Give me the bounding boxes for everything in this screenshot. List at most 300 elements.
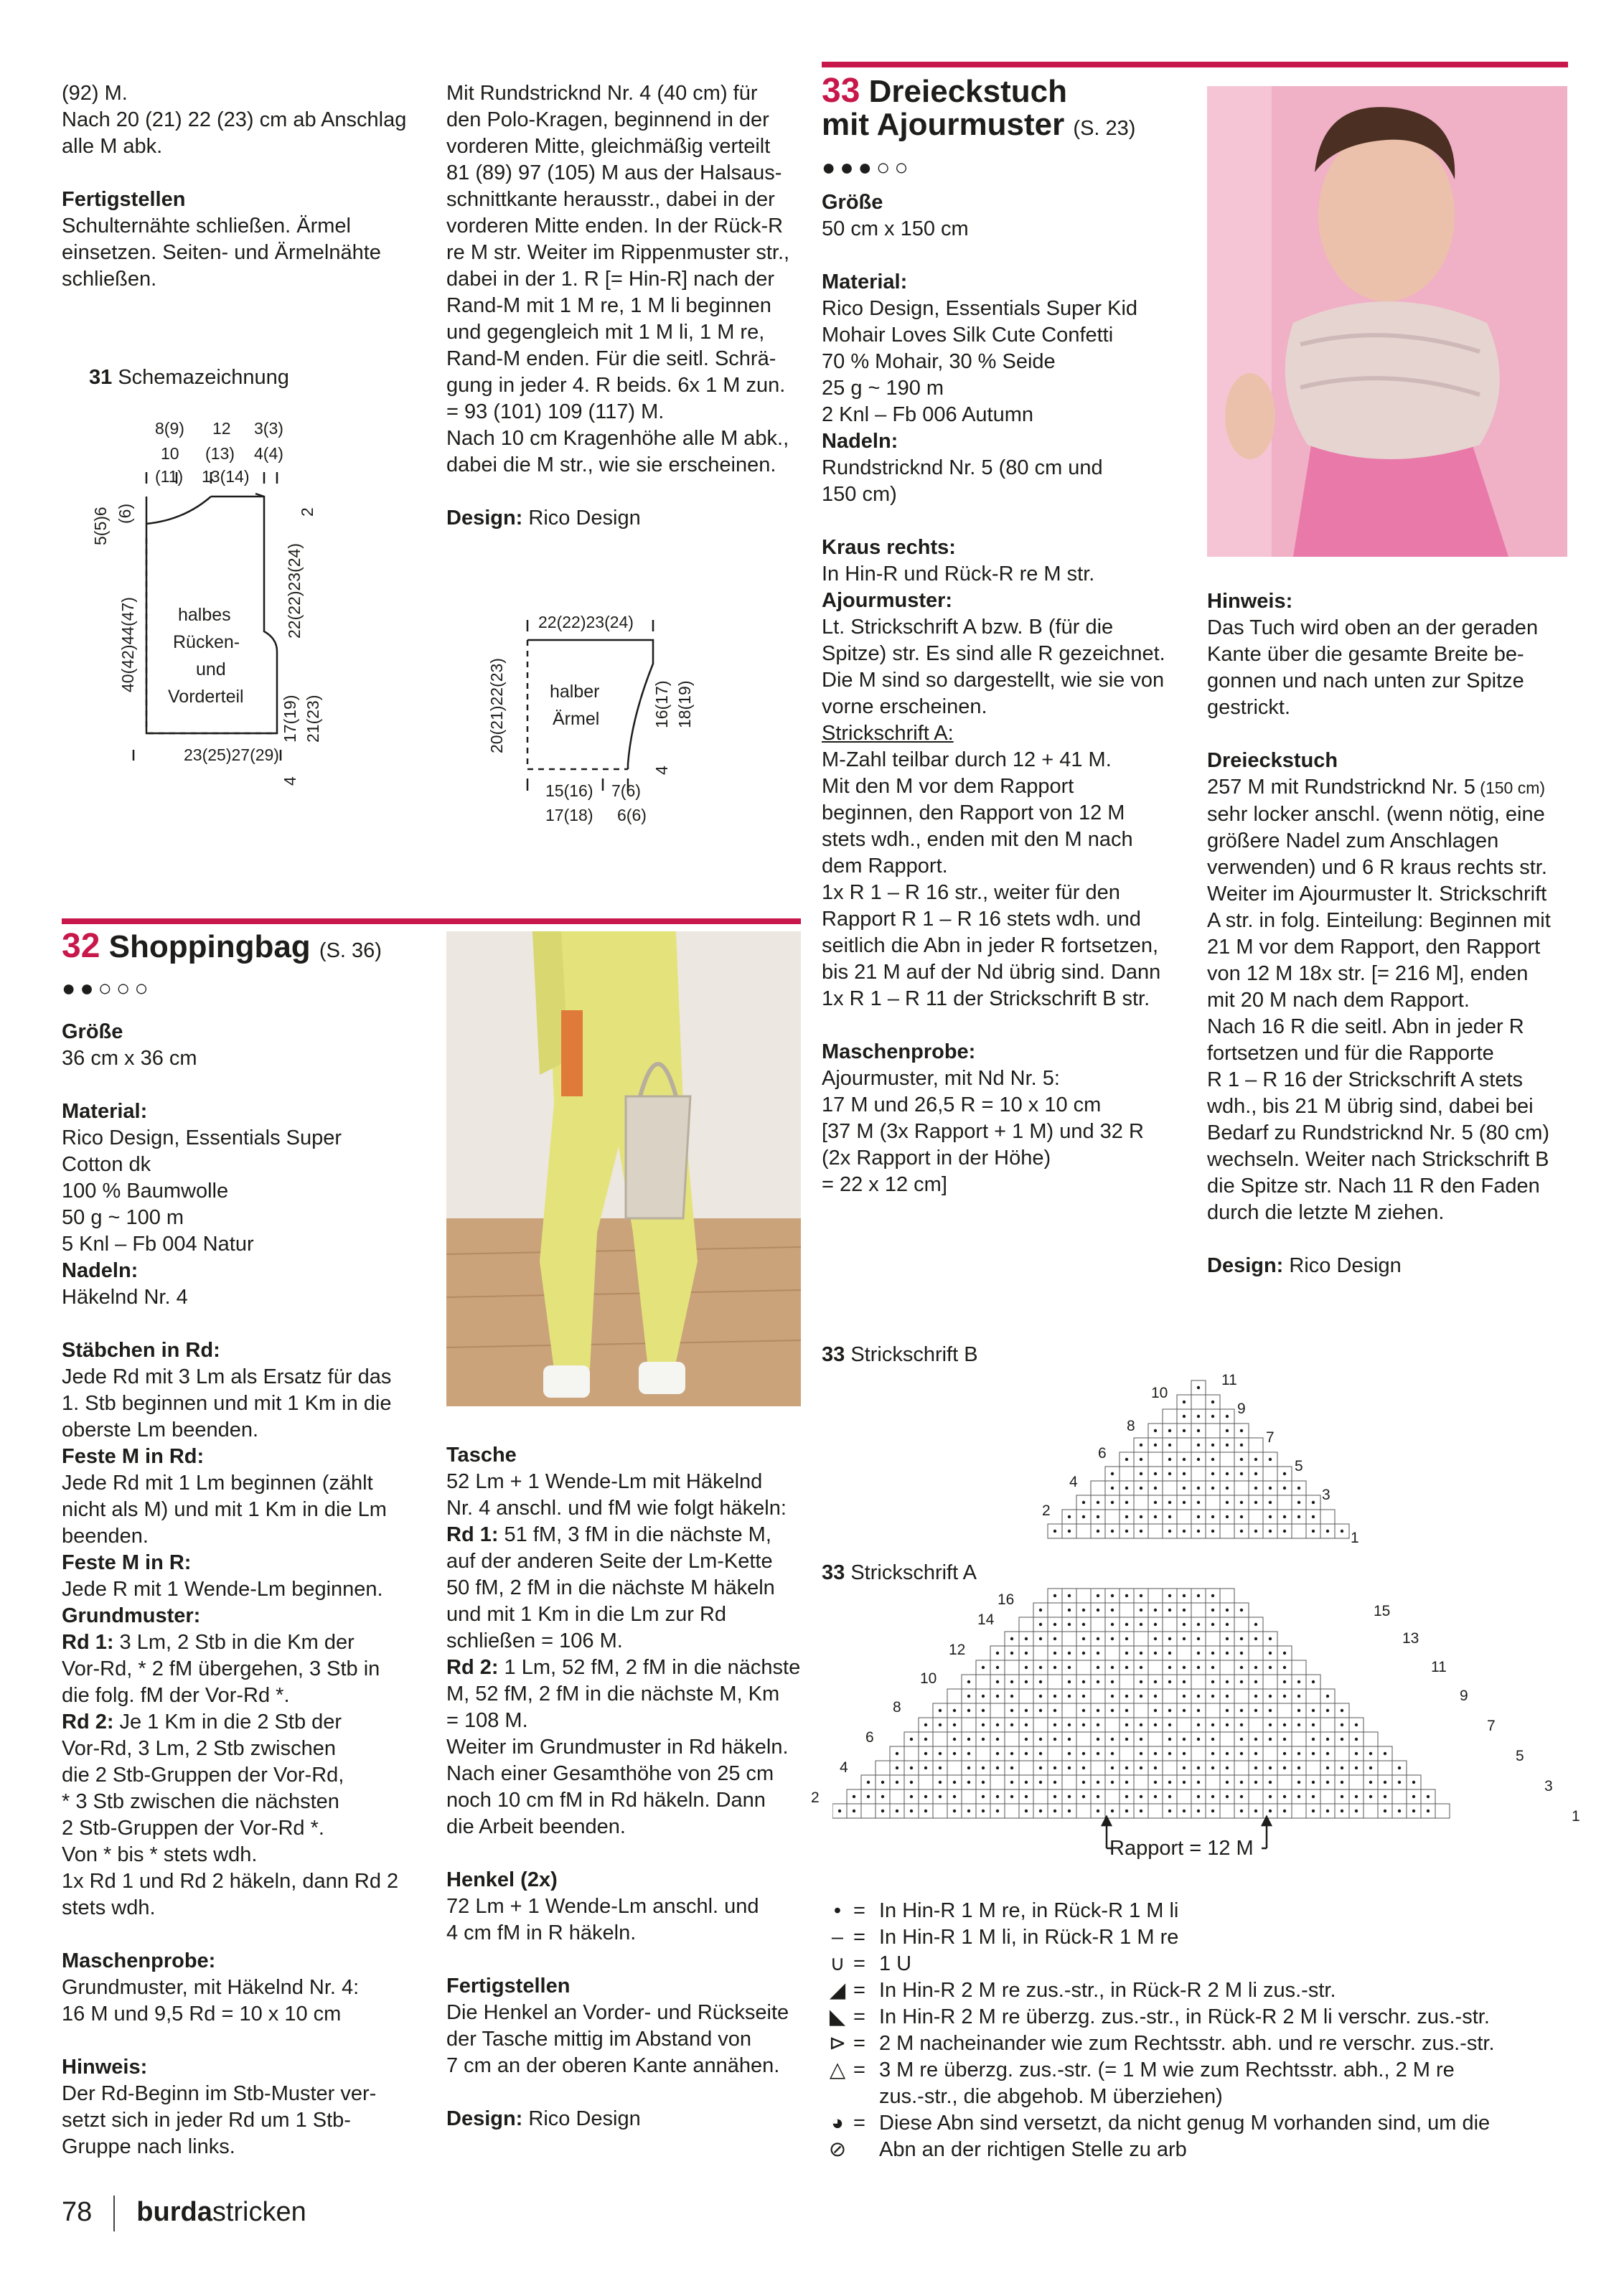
chart-stitch (1154, 1723, 1157, 1726)
chart-stitch (1125, 1810, 1128, 1812)
chart-stitch (1010, 1795, 1013, 1798)
chart-stitch (1068, 1530, 1071, 1533)
chart-stitch (1398, 1781, 1401, 1784)
legend-item: ∪ = 1 U (822, 1951, 1568, 1977)
chart-stitch (1097, 1515, 1099, 1518)
chart-stitch (1269, 1652, 1272, 1655)
chart-stitch (982, 1666, 985, 1669)
chart-cell (876, 1761, 890, 1775)
text-line: Die M sind so dargestellt, wie sie von (822, 669, 1165, 692)
piece-label: halber (550, 682, 600, 702)
chart-stitch (910, 1810, 913, 1812)
chart-stitch (896, 1781, 898, 1784)
chart-stitch (1140, 1472, 1142, 1475)
chart-stitch (1412, 1810, 1415, 1812)
row-label: 16 (998, 1591, 1015, 1608)
chart-stitch (1211, 1738, 1214, 1741)
chart-stitch (1039, 1666, 1042, 1669)
text-line: Nr. 4 anschl. und fM wie folgt häkeln: (446, 1497, 787, 1520)
chart-stitch (1226, 1501, 1229, 1504)
text-line: 2 Knl – Fb 006 Autumn (822, 403, 1034, 426)
row-label: 3 (1322, 1487, 1330, 1503)
text-line: Jede Rd mit 3 Lm als Ersatz für das (62, 1365, 392, 1388)
chart-stitch (867, 1795, 870, 1798)
chart-stitch (1254, 1530, 1257, 1533)
chart-cell (1005, 1660, 1019, 1675)
chart-cell (1306, 1761, 1320, 1775)
chart-stitch (1140, 1666, 1142, 1669)
row-label: 9 (1237, 1401, 1246, 1417)
chart-stitch (1211, 1444, 1214, 1446)
chart-stitch (1082, 1652, 1085, 1655)
chart-stitch (1097, 1810, 1099, 1812)
chart-stitch (1183, 1766, 1186, 1769)
chart-stitch (967, 1680, 970, 1683)
text-line: Rico Design, Essentials Super Kid (822, 297, 1138, 320)
chart-stitch (1283, 1738, 1286, 1741)
chart-stitch (1369, 1752, 1372, 1755)
chart-stitch (1025, 1795, 1028, 1798)
chart-stitch (1097, 1652, 1099, 1655)
heading: Feste M in Rd: (62, 1445, 205, 1468)
chart-cell (1005, 1732, 1019, 1746)
chart-stitch (1197, 1652, 1200, 1655)
chart-stitch (1111, 1472, 1114, 1475)
dim-label: 23(25)27(29) (184, 745, 279, 764)
chart-cell (1191, 1675, 1206, 1689)
dim-label: 4 (281, 776, 299, 786)
chart-stitch (1097, 1795, 1099, 1798)
chart-stitch (1125, 1530, 1128, 1533)
chart-stitch (1053, 1637, 1056, 1640)
chart-stitch (1025, 1637, 1028, 1640)
chart-stitch (1068, 1652, 1071, 1655)
row-label: 7 (1487, 1718, 1496, 1734)
chart-stitch (1154, 1752, 1157, 1755)
chart-stitch (1269, 1458, 1272, 1461)
chart-stitch (1154, 1795, 1157, 1798)
dim-label: 7(6) (611, 781, 641, 800)
text-line: stets wdh. (62, 1896, 156, 1919)
chart-stitch (1097, 1666, 1099, 1669)
chart-cell (1120, 1467, 1134, 1481)
chart-stitch (1297, 1766, 1300, 1769)
chart-stitch (1140, 1458, 1142, 1461)
chart-stitch (1312, 1680, 1315, 1683)
text-line: Bedarf zu Rundstricknd Nr. 5 (80 cm) (1207, 1121, 1550, 1144)
chart-stitch (996, 1680, 999, 1683)
chart-stitch (1283, 1487, 1286, 1490)
chart-stitch (1226, 1515, 1229, 1518)
text-line: schließen = 106 M. (446, 1629, 623, 1652)
heading: Hinweis: (62, 2056, 148, 2079)
chart-stitch (1082, 1623, 1085, 1626)
design-credit: Design: Rico Design (446, 2107, 641, 2130)
chart-stitch (1183, 1501, 1186, 1504)
text-line: A str. in folg. Einteilung: Beginnen mit (1207, 909, 1551, 932)
chart-cell (1163, 1617, 1177, 1632)
chart-stitch (1412, 1795, 1415, 1798)
chart-cell (962, 1789, 976, 1804)
chart-stitch (1312, 1795, 1315, 1798)
text-line: gonnen und nach unten zur Spitze (1207, 669, 1524, 692)
chart-stitch (1312, 1501, 1315, 1504)
chart-cell (1177, 1718, 1191, 1732)
chart-stitch (1269, 1738, 1272, 1741)
chart-stitch (1183, 1530, 1186, 1533)
page-number: 78 (62, 2197, 93, 2228)
chart-stitch (1240, 1530, 1243, 1533)
chart-stitch (1297, 1752, 1300, 1755)
text-line: Mohair Loves Silk Cute Confetti (822, 324, 1114, 347)
chart-stitch (996, 1695, 999, 1698)
text-line: schnittkante herausstr., dabei in der (446, 188, 775, 211)
chart-stitch (1254, 1666, 1257, 1669)
text-line: 7 cm an der oberen Kante annähen. (446, 2054, 780, 2077)
chart-stitch (1283, 1530, 1286, 1533)
chart-cell (1019, 1617, 1033, 1632)
rapport-label: Rapport = 12 M (1109, 1837, 1254, 1860)
chart-stitch (1140, 1723, 1142, 1726)
chart-cell (1177, 1510, 1191, 1524)
chart-stitch (1369, 1766, 1372, 1769)
chart-stitch (1197, 1637, 1200, 1640)
chart-stitch (1341, 1723, 1343, 1726)
chart-stitch (1097, 1709, 1099, 1712)
chart-stitch (1283, 1666, 1286, 1669)
chart-stitch (1269, 1530, 1272, 1533)
text-line: Kante über die gesamte Breite be- (1207, 643, 1524, 666)
chart-stitch (939, 1781, 942, 1784)
schema-drawing (62, 402, 435, 832)
text-line: vorderen Mitte enden. In der Rück-R (446, 215, 784, 237)
chart-stitch (1053, 1695, 1056, 1698)
chart-stitch (1283, 1723, 1286, 1726)
chart-cell (1234, 1761, 1249, 1775)
chart-cell (1163, 1409, 1177, 1424)
legend-item: ⊳ = 2 M nacheinander wie zum Rechtsstr. abh. und re verschr. zus.-str. (822, 2031, 1568, 2057)
chart-stitch (1053, 1530, 1056, 1533)
chart-stitch (1111, 1501, 1114, 1504)
chart-stitch (1341, 1709, 1343, 1712)
text-line: Nach 20 (21) 22 (23) cm ab Anschlag (62, 108, 407, 131)
chart-cell (1019, 1689, 1033, 1703)
chart-stitch (1082, 1515, 1085, 1518)
chart-stitch (1111, 1781, 1114, 1784)
chart-cell (1033, 1646, 1048, 1660)
chart-stitch (1312, 1530, 1315, 1533)
chart-cell (1105, 1510, 1120, 1524)
chart-stitch (967, 1738, 970, 1741)
chart-cell (1277, 1775, 1292, 1789)
dim-label: 3(3) (254, 419, 283, 438)
text-line: fortsetzen und für die Rapporte (1207, 1042, 1494, 1065)
text-line: 17 M und 26,5 R = 10 x 10 cm (822, 1093, 1102, 1116)
chart-stitch (1168, 1444, 1171, 1446)
text-line: Vor-Rd, * 2 fM übergehen, 3 Stb in (62, 1657, 380, 1680)
heading: Nadeln: (62, 1259, 139, 1282)
chart-stitch (1211, 1680, 1214, 1683)
chart-cell (1263, 1746, 1277, 1761)
text-line: = 93 (101) 109 (117) M. (446, 400, 665, 423)
dim-label: 20(21)22(23) (488, 658, 506, 753)
chart-stitch (1183, 1752, 1186, 1755)
chart-stitch (1312, 1752, 1315, 1755)
chart-stitch (1097, 1609, 1099, 1612)
text-line: vorderen Mitte, gleichmäßig verteilt (446, 135, 771, 158)
chart-stitch (1226, 1680, 1229, 1683)
chart-stitch (996, 1723, 999, 1726)
text-line: oberste Lm beenden. (62, 1418, 259, 1441)
sec32-text (62, 1019, 435, 2160)
chart-stitch (1125, 1458, 1128, 1461)
chart-stitch (1111, 1680, 1114, 1683)
chart-stitch (1211, 1401, 1214, 1403)
chart-stitch (1254, 1637, 1257, 1640)
chart-cell (1134, 1775, 1148, 1789)
text-line: größere Nadel zum Anschlagen (1207, 829, 1499, 852)
dim-label: 18(19) (675, 680, 694, 728)
chart-stitch (1183, 1810, 1186, 1812)
chart-stitch (1240, 1652, 1243, 1655)
chart-stitch (1297, 1795, 1300, 1798)
chart-stitch (1125, 1723, 1128, 1726)
chart-stitch (967, 1709, 970, 1712)
chart-stitch (1140, 1810, 1142, 1812)
dim-label: 40(42)44(47) (118, 597, 137, 692)
chart-stitch (853, 1795, 855, 1798)
chart-stitch (1039, 1623, 1042, 1626)
chart-stitch (1039, 1637, 1042, 1640)
chart-stitch (1140, 1594, 1142, 1597)
chart-stitch (1183, 1609, 1186, 1612)
chart-stitch (1384, 1752, 1386, 1755)
chart-stitch (1082, 1501, 1085, 1504)
legend-item: ◣ = In Hin-R 2 M re überzg. zus.-str., in Rück-R 2 M li verschr. zus.-str. (822, 2004, 1568, 2031)
chart-stitch (1312, 1723, 1315, 1726)
chart-cell (976, 1675, 990, 1689)
chart-stitch (1168, 1810, 1171, 1812)
chart-cell (1234, 1481, 1249, 1495)
chart-stitch (982, 1709, 985, 1712)
text-line: und mit 1 Km in die Lm zur Rd (446, 1603, 727, 1626)
piece-label: Rücken- (173, 632, 240, 652)
text-line: Rapport R 1 – R 16 stets wdh. und (822, 908, 1141, 931)
chart-stitch (1226, 1623, 1229, 1626)
chart-stitch (1211, 1795, 1214, 1798)
chart-stitch (1082, 1781, 1085, 1784)
text-line: 52 Lm + 1 Wende-Lm mit Häkelnd (446, 1470, 763, 1493)
row-label: 1 (1572, 1808, 1580, 1825)
chart-cell (1062, 1703, 1076, 1718)
text-line: 100 % Baumwolle (62, 1180, 229, 1203)
text-line: Weiter im Grundmuster in Rd häkeln. (446, 1736, 789, 1759)
piece-label: Ärmel (553, 709, 600, 729)
chart-stitch (1068, 1594, 1071, 1597)
chart-stitch (1154, 1472, 1157, 1475)
heading: Feste M in R: (62, 1551, 192, 1574)
chart-stitch (982, 1810, 985, 1812)
text-line: 1x Rd 1 und Rd 2 häkeln, dann Rd 2 (62, 1870, 399, 1893)
chart-stitch (1211, 1810, 1214, 1812)
chart-stitch (1111, 1752, 1114, 1755)
chart-stitch (1312, 1781, 1315, 1784)
chart-cell (1206, 1424, 1220, 1438)
text-line: nicht als M) und mit 1 Km in die Lm (62, 1498, 387, 1521)
chart-stitch (1125, 1515, 1128, 1518)
chart-cell (1048, 1746, 1062, 1761)
chart-stitch (1283, 1810, 1286, 1812)
chart-cell (1177, 1789, 1191, 1804)
chart-cell (1177, 1646, 1191, 1660)
chart-cell (1292, 1804, 1306, 1818)
row-label: 8 (1127, 1418, 1135, 1434)
chart-stitch (1254, 1472, 1257, 1475)
chart-stitch (881, 1795, 884, 1798)
k2tog-icon: ◢ (829, 1979, 846, 2002)
chart-cell (1320, 1510, 1335, 1524)
knitting-chart-b (1033, 1378, 1378, 1550)
chart-stitch (1269, 1695, 1272, 1698)
chart-stitch (1097, 1723, 1099, 1726)
subheading: Strickschrift A: (822, 722, 954, 745)
text-line: M, 52 fM, 2 fM in die nächste M, Km (446, 1683, 780, 1705)
chart-stitch (924, 1766, 927, 1769)
chart-stitch (1254, 1501, 1257, 1504)
text-line: 81 (89) 97 (105) M aus der Halsaus- (446, 161, 782, 184)
chart-cell (1105, 1646, 1120, 1660)
text-line: 70 % Mohair, 30 % Seide (822, 350, 1056, 373)
chart-stitch (1125, 1487, 1128, 1490)
chart-stitch (1226, 1609, 1229, 1612)
chart-stitch (1183, 1458, 1186, 1461)
dim-label: 22(22)23(24) (285, 543, 304, 639)
dim-label: 5(5)6 (91, 507, 110, 545)
chart-cell (1392, 1789, 1407, 1804)
dim-label: 13(14) (202, 467, 250, 486)
chart-stitch (924, 1810, 927, 1812)
section-rule-32 (62, 918, 801, 924)
chart-stitch (1168, 1501, 1171, 1504)
chart-stitch (1226, 1444, 1229, 1446)
text-line: Nach 10 cm Kragenhöhe alle M abk., (446, 427, 789, 450)
chart-stitch (953, 1781, 956, 1784)
text-line: schließen. (62, 268, 157, 291)
chart-stitch (1154, 1429, 1157, 1432)
chart-stitch (1111, 1810, 1114, 1812)
design-credit: Design: Rico Design (1207, 1254, 1402, 1277)
text-line: Weiter im Ajourmuster lt. Strickschrift (1207, 883, 1547, 905)
chart-stitch (1240, 1609, 1243, 1612)
yarn-over-icon: ∪ (830, 1952, 845, 1975)
chart-stitch (953, 1723, 956, 1726)
chart-cell (1249, 1510, 1263, 1524)
chart-stitch (1412, 1781, 1415, 1784)
chart-cell (1076, 1660, 1091, 1675)
chart-stitch (1326, 1766, 1329, 1769)
chart-stitch (1168, 1429, 1171, 1432)
chart-stitch (1183, 1637, 1186, 1640)
chart-cell (1206, 1775, 1220, 1789)
text-line: alle M abk. (62, 135, 163, 158)
chart-stitch (1140, 1515, 1142, 1518)
chart-stitch (1039, 1752, 1042, 1755)
piece-label: Vorderteil (168, 687, 244, 707)
dim-label: 16(17) (652, 680, 671, 728)
text-line: Grundmuster, mit Häkelnd Nr. 4: (62, 1976, 360, 1999)
chart-stitch (1154, 1444, 1157, 1446)
chart-stitch (1025, 1680, 1028, 1683)
chart-stitch (1025, 1781, 1028, 1784)
chart-stitch (1068, 1609, 1071, 1612)
chart-stitch (939, 1766, 942, 1769)
chart-cell (1163, 1689, 1177, 1703)
chart-cell (1120, 1603, 1134, 1617)
chart-stitch (1082, 1680, 1085, 1683)
sk2p-icon: △ (829, 2059, 846, 2081)
chart-cell (1191, 1467, 1206, 1481)
chart-cell (1120, 1746, 1134, 1761)
chart-stitch (1140, 1623, 1142, 1626)
chart-stitch (1197, 1723, 1200, 1726)
chart-stitch (1197, 1766, 1200, 1769)
text-line: die 2 Stb-Gruppen der Vor-Rd, (62, 1764, 344, 1787)
chart-stitch (1183, 1415, 1186, 1418)
chart-stitch (1240, 1458, 1243, 1461)
chart-stitch (1269, 1637, 1272, 1640)
text-line: Rd 1: 51 fM, 3 fM in die nächste M, (446, 1523, 771, 1546)
dim-label: 17(18) (545, 806, 593, 824)
offset-decrease-icon: ◕ (831, 2112, 844, 2135)
text-line: sehr locker anschl. (wenn nötig, eine (1207, 803, 1545, 826)
chart-stitch (1183, 1666, 1186, 1669)
heading: Ajourmuster: (822, 589, 953, 612)
chart-stitch (1226, 1766, 1229, 1769)
row-label: 5 (1295, 1458, 1303, 1474)
chart-stitch (1168, 1594, 1171, 1597)
chart-stitch (1183, 1680, 1186, 1683)
dim-label: 12 (212, 419, 231, 438)
text-line: beginnen, den Rapport von 12 M (822, 801, 1125, 824)
chart-stitch (1097, 1594, 1099, 1597)
chart-stitch (1125, 1501, 1128, 1504)
text-line: einsetzen. Seiten- und Ärmelnähte (62, 241, 381, 264)
chart-stitch (996, 1652, 999, 1655)
legend-item: • = In Hin-R 1 M re, in Rück-R 1 M li (822, 1898, 1568, 1924)
text-line: Nach 16 R die seitl. Abn in jeder R (1207, 1015, 1524, 1038)
chart-stitch (967, 1695, 970, 1698)
text-line: = 22 x 12 cm] (822, 1173, 947, 1196)
chart-stitch (1312, 1709, 1315, 1712)
text-line: Rd 2: Je 1 Km in die 2 Stb der (62, 1711, 342, 1733)
chart-stitch (1183, 1472, 1186, 1475)
col1-text (62, 80, 435, 293)
chart-stitch (1010, 1680, 1013, 1683)
chart-stitch (996, 1795, 999, 1798)
chart-cell (1076, 1732, 1091, 1746)
chart-cell (1048, 1603, 1062, 1617)
chart-stitch (1010, 1637, 1013, 1640)
chart-cell (1249, 1789, 1263, 1804)
text-line: Das Tuch wird oben an der geraden (1207, 616, 1539, 639)
chart-cell (1206, 1703, 1220, 1718)
chart-stitch (1254, 1458, 1257, 1461)
heading: Material: (822, 270, 908, 293)
chart-stitch (1197, 1623, 1200, 1626)
heading: Fertigstellen (446, 1975, 571, 1998)
text-line: und gegengleich mit 1 M li, 1 M re, (446, 321, 765, 344)
chart-stitch (1211, 1458, 1214, 1461)
